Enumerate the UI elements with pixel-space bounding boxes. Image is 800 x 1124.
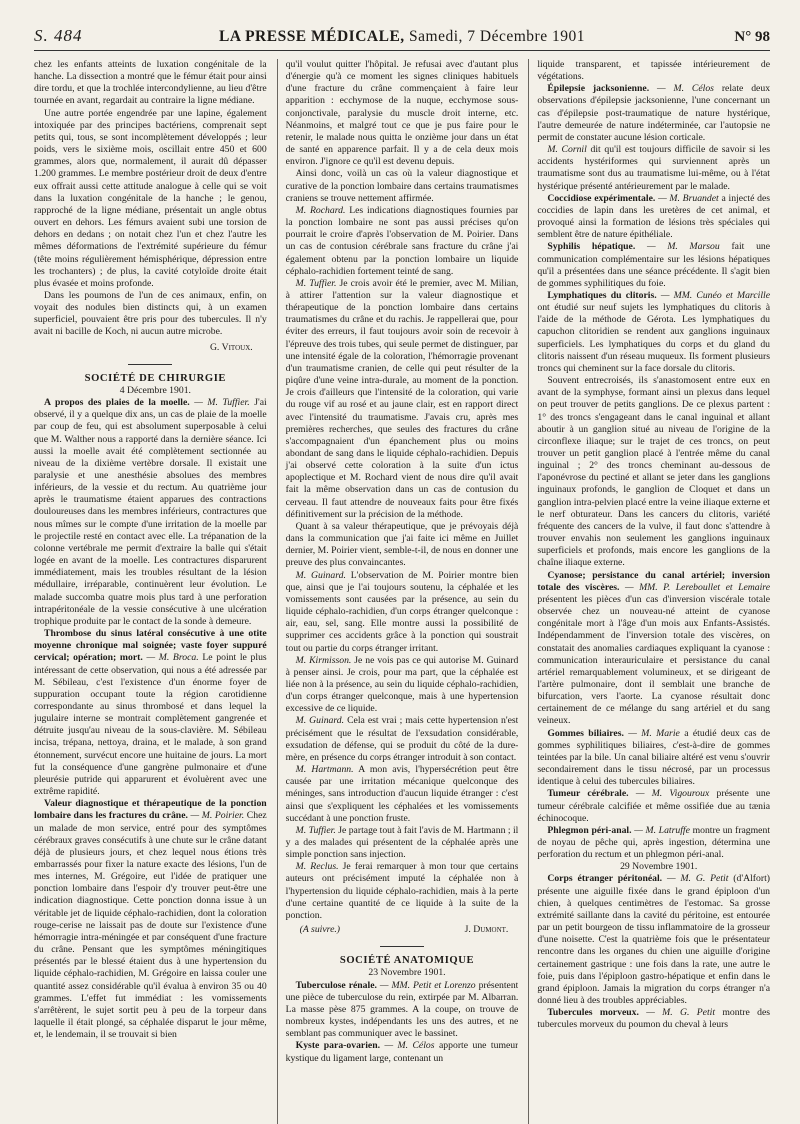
to-be-continued: (A suivre.) xyxy=(299,924,341,936)
report-entry xyxy=(537,570,770,728)
speaker: M. Kirmisson. xyxy=(295,654,352,666)
report-entry xyxy=(537,873,770,1007)
report-entry xyxy=(34,628,267,798)
entry-text: A mon avis, l'hypersécrétion peut être causée par une irritation mécanique quelconque des méninges, sans introduction d'aucun liquide étranger : c'est ainsi que s'expliquent les céphalées et les vomissements succédant à une ponction fruste. xyxy=(285,764,519,824)
section-title: SOCIÉTÉ DE CHIRURGIE xyxy=(84,372,227,384)
entry-author: — M. Poirier. xyxy=(190,810,245,822)
report-entry xyxy=(286,1040,519,1064)
entry-text: présente une tumeur cérébrale calcifiée et même ossifiée due au tænia échinocoque. xyxy=(537,788,770,824)
section-date: 4 Décembre 1901. xyxy=(119,384,191,396)
entry-text: (d'Alfort) présente une aiguille fixée dans le grand épiploon d'un chien, à quelques centimètres de l'estomac. Sa grosse extrémité saillante dans la cavité du péritoine, est entourée par un petit bourgeon de tissu inflammatoire de la grosseur d'une noisette. C'est la quatrième fois que le présentateur rencontre dans les organes du chien une aiguille d'origine certainement gastrique : une fois dans la rate, une autre le foie, puis dans l'épiploon gastro-hépatique et enfin dans le grand épiploon. Jamais la migration du corps étranger n'a donné lieu à des troubles appréciables. xyxy=(537,873,770,1007)
entry-text: montre des tubercules morveux du poumon du cheval à leurs xyxy=(537,1007,770,1031)
speaker: M. Tuffier. xyxy=(295,824,336,836)
paragraph: Une autre portée engendrée par une lapine, également intoxiquée par des principes bactériens, comprenait sept petits qui, tous, se sont incomplètement développés ; leur poids, vers le sixième mois, oscillait entre 450 et 600 grammes, alors que, normalement, il aurait dû dépasser 1.200 grammes. Le membre postérieur droit de deux d'entre eux offrait aussi cette attitude analogue à celle qui se voit dans la luxation congénitale de la hanche ; le genou, rapproché de la ligne médiane, présentait un angle obtus ouvert en dehors. Les fémurs avaient subi une torsion de dehors en dedans ; on notait chez l'un et chez l'autre les mêmes déformations de l'extrémité supérieure du fémur (tête moins régulièrement hémisphérique, dépression entre les trochanters) ; de plus, la cavité cotyloïde droite était plus évasée et moins profonde. xyxy=(34,107,267,289)
entry-text: a étudié deux cas de gommes syphilitiques biliaires, c'est-à-dire de gommes teintées par la bile. Un canal biliaire altéré est venu s'ouvrir secondairement dans le tissu nécrosé, par un processus identique à celui des tubercules biliaires. xyxy=(537,727,770,788)
entry-title: Lymphatiques du clitoris. xyxy=(547,289,657,301)
discussion-entry xyxy=(286,715,519,764)
entry-title: Thrombose du sinus latéral consécutive à une otite moyenne chronique mal soignée; vaste foyer suppuré cervical; opération; mort. xyxy=(34,628,267,664)
paragraph: Dans les poumons de l'un de ces animaux, enfin, on voyait des nodules bien distincts qui, à un examen superficiel, pouvaient être pris pour des tubercules. Il n'y avait ni bacille de Koch, ni aucun autre microbe. xyxy=(34,289,267,338)
entry-author: — M. Célos xyxy=(657,83,714,95)
report-entry xyxy=(537,241,770,290)
speaker: M. Reclus. xyxy=(295,861,339,873)
column-1 xyxy=(34,59,267,1124)
discussion-entry xyxy=(286,861,519,922)
text-columns xyxy=(34,59,770,1124)
report-entry xyxy=(537,825,770,861)
speaker: M. Rochard. xyxy=(295,204,346,216)
entry-text: Je crois avoir été le premier, avec M. Milian, à attirer l'attention sur la valeur diagnostique et thérapeutique de la ponction lombaire dans certains traumatismes du crâne et du rachis. Je rappellerai que, pour éviter des erreurs, il faut toujours avoir soin de recevoir à l'épreuve des trois tubes, qui seule permet de distinguer, par une intensité égale de la coloration, l'hémorragie provenant d'un traumatisme cranien, de celle qui peut résulter de la piqûre d'une veine intra-durale, au moment de la ponction. Je crois d'ailleurs que l'intensité de la coloration, qui varie du rouge vif au rosé et au jaune clair, est en rapport direct avec l'intensité du traumatisme. J'avais cru, après mes premières recherches, que seules des fractures du crâne s'accompagnaient d'un épanchement plus ou moins abondant de sang dans le liquide céphalo-rachidien. Depuis j'ai observé cette coloration à la suite d'un ictus apoplectique et M. Rochard vient de nous dire qu'il avait fait la même observation dans un cas de contusion du cerveau. Il faut attendre de nouveaux faits pour être fixés définitivement sur la précision de la méthode. xyxy=(285,277,519,520)
report-entry xyxy=(537,788,770,824)
speaker: M. Tuffier. xyxy=(295,277,337,289)
entry-text: apporte une tumeur kystique du ligament large, contenant un xyxy=(285,1040,519,1064)
entry-text: Je partage tout à fait l'avis de M. Hartmann ; il y a des malades qui présentent de la céphalée après une simple ponction sans injection. xyxy=(285,824,519,861)
entry-author: — M. Bruandet xyxy=(658,192,719,204)
speaker: M. Guinard. xyxy=(295,715,345,727)
entry-text: Le point le plus intéressant de cette observation, qui nous a été adressée par M. Sébileau, c'est l'existence d'un énorme foyer de suppuration occupant toute la région carotidienne correspondante au sinus thrombosé et dans lequel la jugulaire interne se montrait complètement gangrenée et détruite jusqu'au niveau de la sous-clavière. M. Sébileau incisa, trépana, nettoya, draina, et le malade, à son grand étonnement, survécut encore une huitaine de jours. La mort fut la conséquence d'une gangrène pulmonaire et d'une pleurésie putride qui apparurent et évoluèrent avec une extrême rapidité. xyxy=(34,652,267,798)
column-2 xyxy=(277,59,519,1124)
page-folio: S. 484 xyxy=(34,26,83,45)
entry-title: Phlegmon péri-anal. xyxy=(547,824,632,836)
signature: G. Vitoux. xyxy=(209,341,253,353)
entry-text: présentent les pièces d'un cas d'inversion viscérale totale observée chez un nouveau-né atteint de cyanose congénitale mort à l'âge d'un mois aux Enfants-Assistés. Indépendamment de l'inversion totale des viscères, on constatait des anomalies cardiaques expliquant la cyanose : communication interauriculaire et persistance du canal artériel remarquablement volumineux, et se dirigeant de l'artère pulmonaire, dont il semblait une branche de bifurcation, vers l'aorte. La cyanose résultait donc certainement de ce mélange du sang artériel et du sang veineux. xyxy=(537,593,770,727)
discussion-entry xyxy=(286,278,519,521)
entry-author: — M. Broca. xyxy=(146,652,199,664)
section-divider xyxy=(380,946,424,947)
entry-title: Syphilis hépatique. xyxy=(547,241,636,253)
entry-title: Tubercules morveux. xyxy=(547,1007,639,1019)
column-3 xyxy=(528,59,770,1124)
discussion-entry xyxy=(286,825,519,861)
entry-text: relate deux observations d'épilepsie jacksonienne, l'une concernant un cas d'épilepsie post-traumatique de nature hystérique, l'autre demeurée de nature indéterminée, car l'autopsie ne permit de constater aucune lésion corticale. xyxy=(537,83,770,143)
entry-author: — MM. Cunéo et Marcille xyxy=(660,289,770,301)
discussion-entry xyxy=(537,144,770,193)
entry-author: — M. G. Petit xyxy=(666,873,729,885)
session-date: 29 Novembre 1901. xyxy=(620,861,698,873)
entry-author: — MM. Petit et Lorenzo xyxy=(379,979,476,991)
entry-author: — M. Latruffe xyxy=(634,824,690,836)
report-entry xyxy=(537,1007,770,1031)
paragraph: Quant à sa valeur thérapeutique, que je prévoyais déjà dans la communication que j'ai faite ici même en Juillet dernier, M. Poirier vient, semble-t-il, de nous en donner une preuve des plus convaincantes. xyxy=(285,520,519,569)
issue-date: Samedi, 7 Décembre 1901 xyxy=(409,28,585,45)
entry-text: dit qu'il est toujours difficile de savoir si les accidents hystériformes qui surviennent après un traumatisme sont dus au traumatisme lui-même, ou à l'état hystérique présenté antérieurement par le malade. xyxy=(537,144,770,192)
entry-author: — M. G. Petit xyxy=(646,1007,716,1019)
speaker: M. Cornil xyxy=(547,144,587,156)
journal-title xyxy=(219,28,585,46)
entry-text: Je ne vois pas ce qui autorise M. Guinard à penser ainsi. Je crois, pour ma part, que la céphalée est liée non à la présence, au sein du liquide céphalo-rachidien, d'un corps étranger quelconque, mais à une hypertension excessive de ce liquide. xyxy=(285,654,519,715)
speaker: M. Hartmann. xyxy=(295,764,354,776)
entry-title: Tumeur cérébrale. xyxy=(547,788,629,800)
entry-title: Corps étranger péritonéal. xyxy=(547,873,663,885)
report-entry xyxy=(537,83,770,144)
paragraph: chez les enfants atteints de luxation congénitale de la hanche. La dissection a montré que le fémur était pour ainsi dire tordu, et que la trochlée intercondylienne, au lieu d'être tournée en avant, regardait au contraire la ligne médiane. xyxy=(34,59,267,107)
section-divider xyxy=(128,364,172,365)
entry-text: présentent une pièce de tuberculose du rein, extirpée par M. Albarran. La masse pèse 875 grammes. A la coupe, on trouve de nombreux kystes, indépendants les uns des autres, et ne semblant pas communiquer avec le bassinet. xyxy=(285,979,519,1040)
running-head xyxy=(34,26,770,51)
continuation-line xyxy=(286,924,519,936)
entry-title: Gommes biliaires. xyxy=(547,727,624,739)
section-title: SOCIÉTÉ ANATOMIQUE xyxy=(339,955,475,967)
entry-title: Kyste para-ovarien. xyxy=(295,1040,381,1052)
entry-text: Cela est vrai ; mais cette hypertension n'est précisément que le résultat de l'exsudation considérable, exsudation de défense, qui se produit du côté de la dure-mère, en présence du corps étranger introduit à son contact. xyxy=(285,715,519,763)
entry-text: Chez un malade de mon service, entré pour des symptômes cérébraux graves consécutifs à une chute sur le crâne datant déjà de plusieurs jours, et chez lequel nous étions très embarrassés pour fixer la nature exacte des lésions, l'un de mes internes, M. Grégoire, eut l'idée de pratiquer une ponction lombaire dans l'espoir d'y trouver peut-être une indication diagnostique. Cette ponction donna issue à un véritable jet de liquide céphalo-rachidien, dont la coloration rouge-cerise ne laissait pas de doute sur l'existence d'une hémorragie intra-méningée et par conséquent d'une fracture du crâne. Pensant que les symptômes méningitiques présentés par le blessé étaient dus à une hypertension du liquide céphalo-rachidien, M. Grégoire en laissa couler une quantité assez considérable qu'il évalua à environ 35 ou 40 grammes. L'effet fut immédiat : les vomissements s'arrêtèrent, le sujet sortit peu à peu de la torpeur dans laquelle il était plongé, sa céphalée disparut le jour même, et, le lendemain, il se trouvait si bien xyxy=(34,810,267,1041)
paragraph: Ainsi donc, voilà un cas où la valeur diagnostique et curative de la ponction lombaire dans certains traumatismes craniens se trouve nettement affirmée. xyxy=(285,168,519,204)
entry-author: — M. Célos xyxy=(384,1040,435,1052)
journal-name: LA PRESSE MÉDICALE, xyxy=(219,28,405,45)
paragraph: liquide transparent, et tapissée intérieurement de végétations. xyxy=(537,59,770,83)
entry-author: — M. Tuffier. xyxy=(194,397,250,409)
discussion-entry xyxy=(286,205,519,278)
paragraph: Souvent entrecroisés, ils s'anastomosent entre eux en avant de la symphyse, formant ainsi un plexus dans lequel on peut trouver de petits ganglions. De ce plexus partent : 1° des troncs s'engageant dans le canal inguinal et allant aboutir à un ganglion situé au niveau de l'origine de la circonflexe iliaque; sur le trajet de ces troncs, on peut trouver un petit ganglion placé à l'entrée même du canal inguinal ; 2° des troncs cheminant au-dessous de l'aponévrose du pectiné et allant se jeter dans les ganglions inguinaux profonds, le ganglion de Cloquet et dans un ganglion intra-pelvien placé entre la veine iliaque externe et le nerf obturateur. Dans les cancers du clitoris, variété fréquente des cancers de la vulve, il faut donc s'attendre à trouver envahis non seulement les ganglions inguinaux superficiels et profonds, mais encore les ganglions de la chaîne iliaque externe. xyxy=(537,375,770,569)
signature: J. Dumont. xyxy=(464,924,509,936)
entry-title: Tuberculose rénale. xyxy=(295,979,377,991)
entry-author: — M. Vigouroux xyxy=(635,788,710,800)
entry-title: Cyanose; persistance du canal artériel; inversion totale des viscères. xyxy=(537,569,770,593)
report-entry xyxy=(537,728,770,789)
report-entry xyxy=(537,290,770,375)
entry-author: — M. Marsou xyxy=(647,241,720,253)
entry-title: Coccidiose expérimentale. xyxy=(547,192,656,204)
entry-text: L'observation de M. Poirier montre bien que, ainsi que je l'ai toujours soutenu, la céphalée et les vomissements sont causées par la présence, au sein du liquide céphalo-rachidien, d'un corps étranger quelconque : air, eau, sel, sang. Elle montre aussi la possibilité de supprimer ces accidents grâce à la ponction qui soustrait tout ou partie du corps étranger irritant. xyxy=(285,569,519,654)
discussion-entry xyxy=(286,764,519,825)
entry-text: a injecté des coccidies de lapin dans les uretères de cet animal, et provoqué ainsi la formation de lésions très spéciales qui semblent être de nature épithéliale. xyxy=(537,192,770,241)
entry-text: ont étudié sur neuf sujets les lymphatiques du clitoris à l'aide de la méthode de Gérota. Les lymphatiques du capuchon clitoridien se rendent aux ganglions inguinaux superficiels. Les lymphatiques du corps et du gland du clitoris naissent d'un réseau muqueux. Ils forment plusieurs troncs qui cheminent sur la face dorsale du clitoris. xyxy=(537,302,770,374)
issue-number: N° 98 xyxy=(734,29,770,45)
entry-text: Les indications diagnostiques fournies par la ponction lombaire ne sont pas aussi précises qu'on pourrait le croire d'après l'observation de M. Poirier. Dans un cas de contusion cérébrale sans fracture du crâne j'ai également obtenu par la ponction lombaire un liquide céphalo-rachidien fortement teinté de sang. xyxy=(285,204,519,277)
section-date: 23 Novembre 1901. xyxy=(368,967,446,979)
entry-text: Je ferai remarquer à mon tour que certains auteurs ont précisément imputé la céphalée non à l'hypertension du liquide céphalo-rachidien, mais à la perte d'une certaine quantité de ce liquide à la suite de la ponction. xyxy=(285,861,519,921)
entry-title: Épilepsie jacksonienne. xyxy=(547,83,650,95)
discussion-entry xyxy=(286,570,519,655)
paragraph: qu'il voulut quitter l'hôpital. Je refusai avec d'autant plus d'énergie qu'à ce moment les signes cliniques habituels d'une fracture du crâne commençaient à faire leur apparition : ecchymose de la nuque, ecchymose sous-conjonctivale, paralysie du muscle droit interne, etc. Néanmoins, et malgré tout ce que je pus faire pour le retenir, le malade nous quitta le onzième jour dans un état de santé en apparence parfait. Il y a de cela deux mois environ. J'ignore ce qu'il est devenu depuis. xyxy=(285,59,519,168)
entry-text: fait une communication complémentaire sur les lésions hépatiques qu'il a présentées dans une séance précédente. Il s'agit bien de gommes syphilitiques du foie. xyxy=(537,241,770,289)
entry-text: montre un fragment de noyau de pêche qui, après ingestion, détermina une perforation du rectum et un phlegmon péri-anal. xyxy=(537,824,770,861)
report-entry xyxy=(286,980,519,1041)
discussion-entry xyxy=(286,655,519,716)
entry-author: — MM. P. Lereboullet et Lemaire xyxy=(624,581,770,593)
report-entry xyxy=(537,193,770,242)
entry-text: J'ai observé, il y a quelque dix ans, un cas de plaie de la moelle par coup de feu, qui est absolument superposable à celui que M. Walther nous a rapporté dans la dernière séance. Ici aussi la moelle avait été complètement sectionnée au niveau de la dixième vertèbre dorsale. Il existait une paralysie et une anesthésie absolues des membres inférieurs, de la vessie et du rectum. Au quatrième jour après le traumatisme étaient apparues des contractions douloureuses dans les membres inférieurs, contractures que nous mîmes sur le compte d'une irritation de la moelle par le projectile resté en contact avec elle. La trépanation de la colonne vertébrale me permit d'extraire la balle qui s'était logée en avant de la moelle. Les contractures disparurent immédiatement, mais les troubles résultant de la lésion médullaire, irréparable, continuèrent leur évolution. Le malade succomba quatre mois plus tard à une perforation intrapéritonéale de la vessie consécutive à une ulcération trophique produite par le contact de la sonde à demeure. xyxy=(34,397,267,627)
report-entry xyxy=(34,397,267,628)
report-entry xyxy=(34,798,267,1041)
speaker: M. Guinard. xyxy=(295,569,346,581)
entry-title: A propos des plaies de la moelle. xyxy=(44,397,190,409)
entry-title: Valeur diagnostique et thérapeutique de la ponction lombaire dans les fractures du crâne. xyxy=(34,798,267,822)
entry-author: — M. Marie xyxy=(628,727,680,739)
